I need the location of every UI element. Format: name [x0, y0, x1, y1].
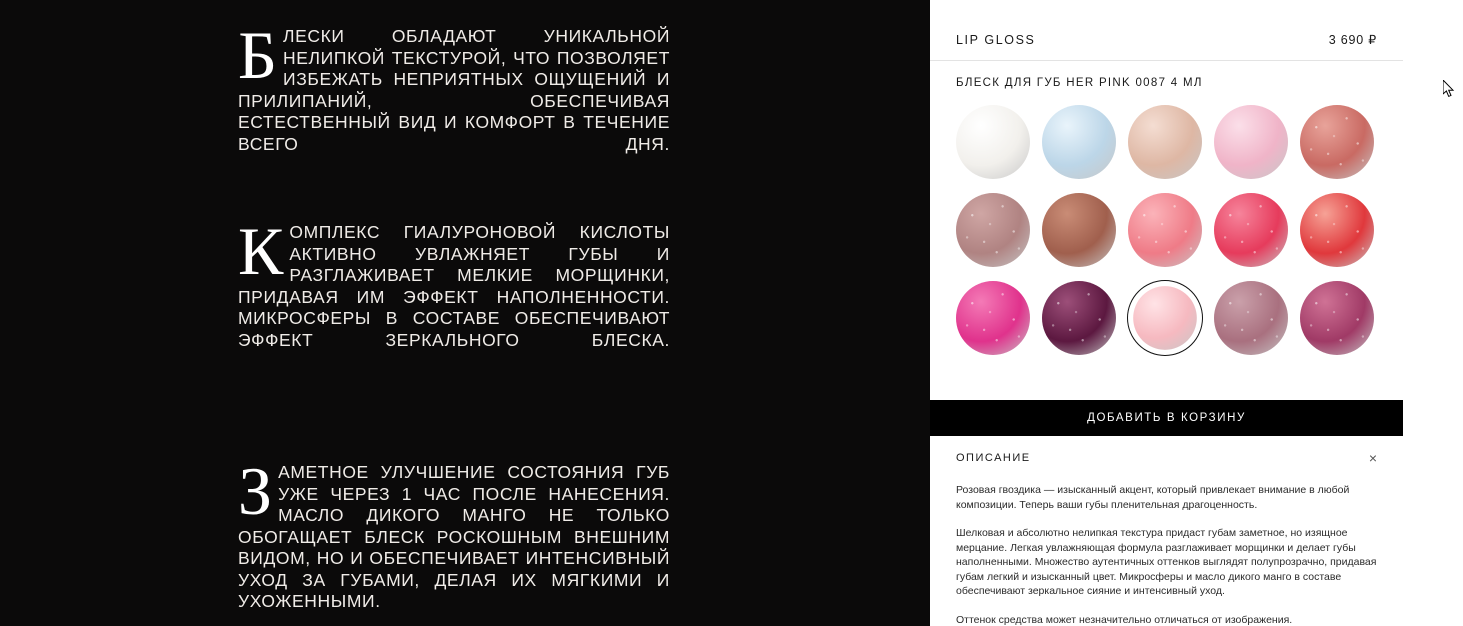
shade-color-ball [1133, 286, 1197, 350]
shade-color-ball [956, 193, 1030, 267]
shade-sparkle-overlay [1300, 281, 1374, 355]
description-title: ОПИСАНИЕ [956, 452, 1031, 464]
shade-swatch-2[interactable] [1042, 105, 1116, 179]
shade-sparkle-overlay [956, 193, 1030, 267]
editorial-paragraph-1 [238, 17, 670, 155]
editorial-paragraph-3-wrapper [238, 453, 670, 613]
description-body [956, 465, 1377, 626]
shade-color-ball [956, 281, 1030, 355]
shade-sparkle-overlay [1128, 193, 1202, 267]
shade-color-ball [1214, 281, 1288, 355]
product-title: БЛЕСК ДЛЯ ГУБ HER PINK 0087 4 МЛ [956, 77, 1203, 89]
editorial-text-2: ОМПЛЕКС ГИАЛУРОНОВОЙ КИСЛОТЫ АКТИВНО УВЛАЖНЯЕТ ГУБЫ И РАЗГЛАЖИВАЕТ МЕЛКИЕ МОРЩИНКИ, ПРИДАВАЯ ИМ ЭФФЕКТ НАПОЛНЕННОСТИ. МИКРОСФЕРЫ В СОСТАВЕ ОБЕСПЕЧИВАЮТ ЭФФЕКТ ЗЕРКАЛЬНОГО БЛЕСКА. [238, 222, 670, 350]
shade-sparkle-overlay [956, 281, 1030, 355]
shade-sparkle-overlay [1300, 193, 1374, 267]
editorial-text-1: ЛЕСКИ ОБЛАДАЮТ УНИКАЛЬНОЙ НЕЛИПКОЙ ТЕКСТУРОЙ, ЧТО ПОЗВОЛЯЕТ ИЗБЕЖАТЬ НЕПРИЯТНЫХ ОЩУЩЕНИЙ И ПРИЛИПАНИЙ, ОБЕСПЕЧИВАЯ ЕСТЕСТВЕННЫЙ ВИД И КОМФОРТ В ТЕЧЕНИЕ ВСЕГО ДНЯ. [238, 26, 670, 154]
shade-sparkle-overlay [1214, 281, 1288, 355]
shade-sparkle-overlay [1300, 105, 1374, 179]
editorial-paragraph-2-wrapper [238, 213, 670, 351]
shade-swatch-14[interactable] [1214, 281, 1288, 355]
shade-swatch-9[interactable] [1214, 193, 1288, 267]
product-price: 3 690 ₽ [1328, 33, 1377, 47]
shade-swatch-11[interactable] [956, 281, 1030, 355]
shade-color-ball [1300, 281, 1374, 355]
shade-swatch-grid [930, 89, 1403, 375]
dropcap-2: К [238, 213, 284, 289]
editorial-paragraph-1-wrapper [238, 17, 670, 155]
description-panel [930, 437, 1403, 626]
shade-swatch-4[interactable] [1214, 105, 1288, 179]
shade-swatch-5[interactable] [1300, 105, 1374, 179]
shade-color-ball [956, 105, 1030, 179]
shade-swatch-3[interactable] [1128, 105, 1202, 179]
product-card [930, 0, 1403, 375]
shade-swatch-13[interactable] [1128, 281, 1202, 355]
product-panel [930, 0, 1463, 626]
shade-color-ball [1128, 193, 1202, 267]
description-paragraph: Розовая гвоздика — изысканный акцент, который привлекает внимание в любой композиции. Теперь ваши губы пленительная драгоценность. [956, 484, 1350, 511]
description-paragraph: Шелковая и абсолютно нелипкая текстура придаст губам заметное, но изящное мерцание. Легкая увлажняющая формула разглаживает морщинки и делает губы наполненными. Множество аутентичных оттенков выглядят полупрозрачно, придавая губам легкий и изысканный цвет. Микросферы и масло дикого манго в составе обеспечивают зеркальное сияние и интенсивный уход. [956, 527, 1377, 597]
shade-swatch-8[interactable] [1128, 193, 1202, 267]
shade-swatch-7[interactable] [1042, 193, 1116, 267]
shade-swatch-10[interactable] [1300, 193, 1374, 267]
close-icon[interactable]: × [1368, 450, 1377, 466]
shade-color-ball [1214, 105, 1288, 179]
shade-color-ball [1042, 281, 1116, 355]
shade-swatch-12[interactable] [1042, 281, 1116, 355]
product-category-label: LIP GLOSS [956, 33, 1036, 47]
shade-color-ball [1128, 105, 1202, 179]
editorial-paragraph-2 [238, 213, 670, 351]
product-card-header [930, 0, 1403, 61]
description-paragraph: Оттенок средства может незначительно отличаться от изображения. [956, 613, 1293, 626]
shade-swatch-1[interactable] [956, 105, 1030, 179]
description-header [956, 451, 1377, 465]
shade-color-ball [1300, 105, 1374, 179]
shade-color-ball [1300, 193, 1374, 267]
shade-swatch-6[interactable] [956, 193, 1030, 267]
dropcap-3: З [238, 453, 273, 529]
dropcap-1: Б [238, 17, 278, 93]
add-to-cart-button[interactable]: ДОБАВИТЬ В КОРЗИНУ [930, 400, 1403, 436]
shade-color-ball [1214, 193, 1288, 267]
shade-swatch-15[interactable] [1300, 281, 1374, 355]
editorial-paragraph-3 [238, 453, 670, 613]
shade-sparkle-overlay [1214, 193, 1288, 267]
shade-color-ball [1042, 193, 1116, 267]
editorial-text-3: АМЕТНОЕ УЛУЧШЕНИЕ СОСТОЯНИЯ ГУБ УЖЕ ЧЕРЕЗ 1 ЧАС ПОСЛЕ НАНЕСЕНИЯ. МАСЛО ДИКОГО МАНГО НЕ ТОЛЬКО ОБОГАЩАЕТ БЛЕСК РОСКОШНЫМ ВНЕШНИМ ВИДОМ, НО И ОБЕСПЕЧИВАЕТ ИНТЕНСИВНЫЙ УХОД ЗА ГУБАМИ, ДЕЛАЯ ИХ МЯГКИМИ И УХОЖЕННЫМИ. [238, 462, 670, 611]
shade-color-ball [1042, 105, 1116, 179]
shade-sparkle-overlay [1042, 281, 1116, 355]
